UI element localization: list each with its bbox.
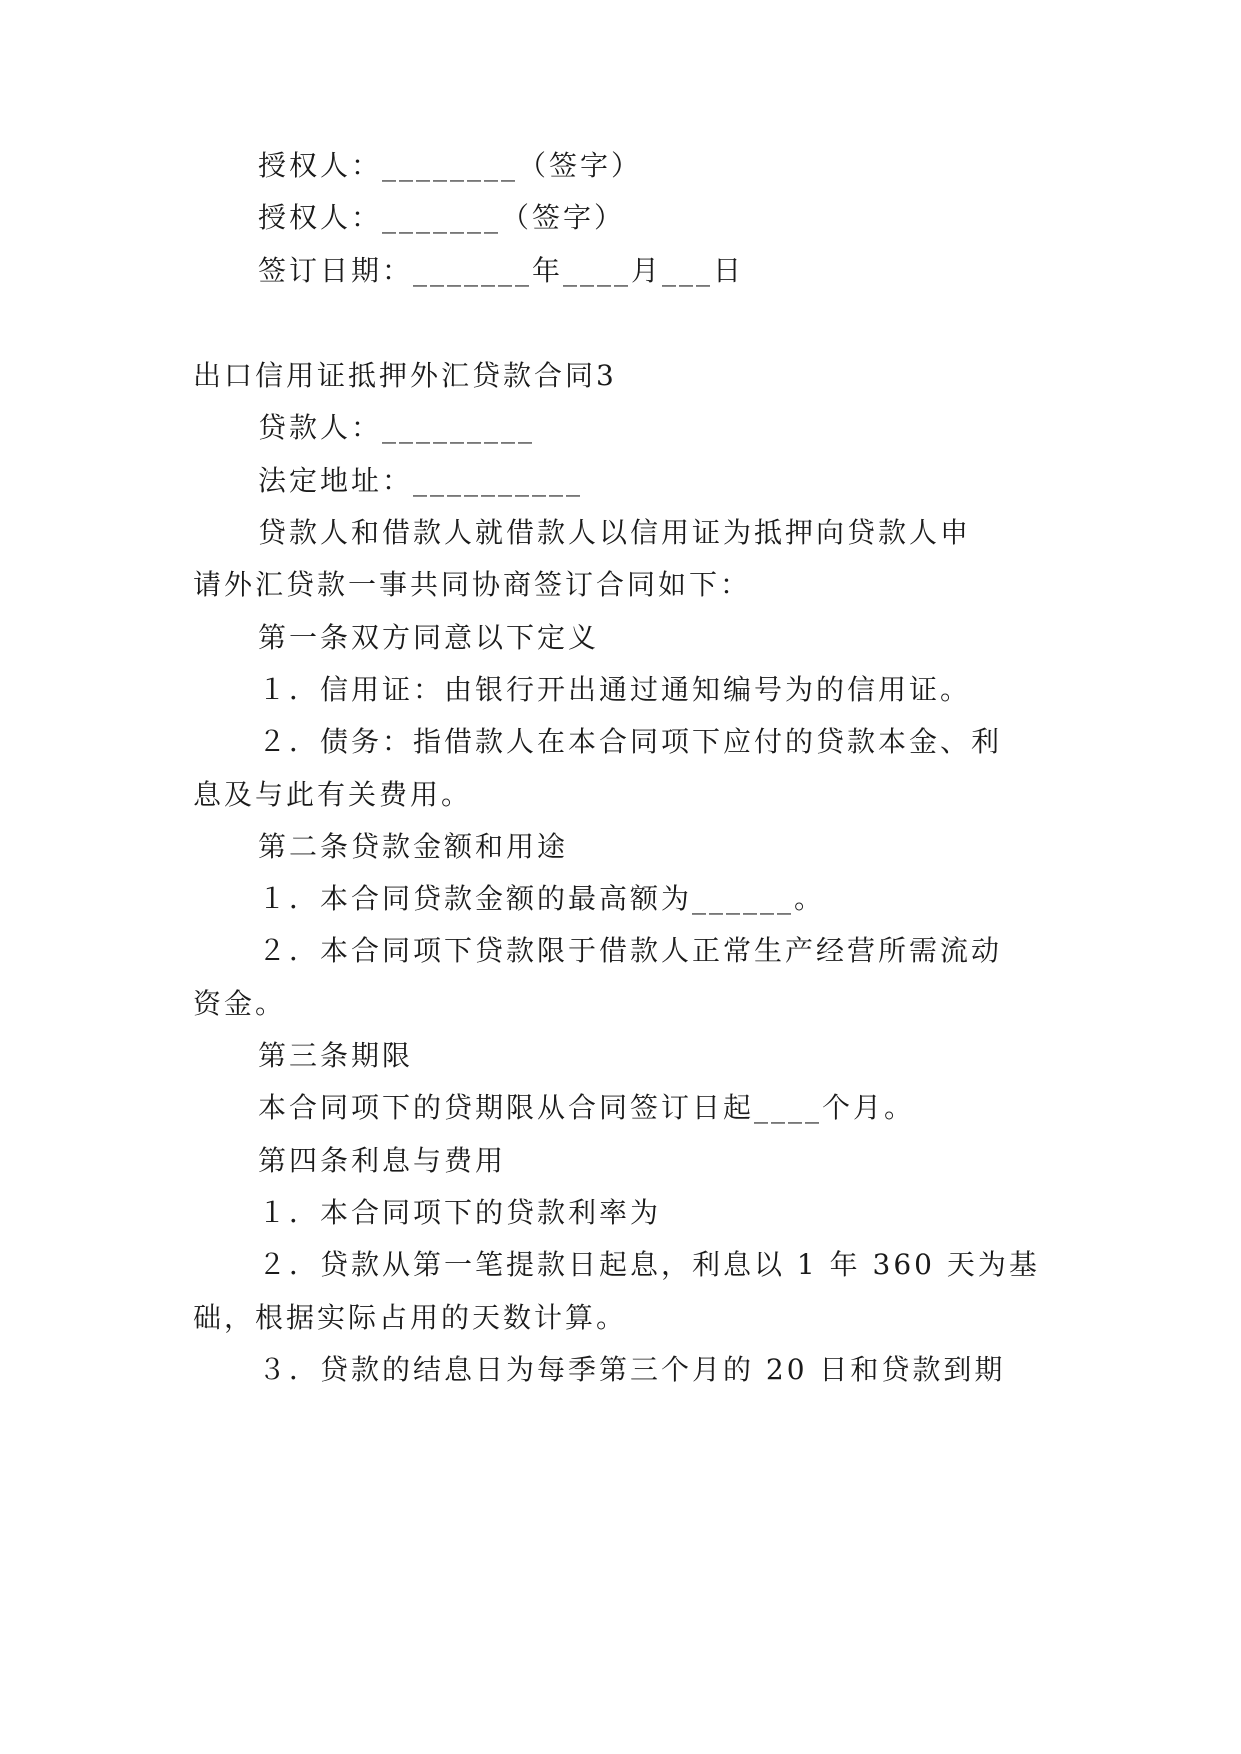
article-1-clause-2-line-2: 息及与此有关费用。 <box>193 778 473 811</box>
article-1-clause-1: １．信用证：由银行开出通过通知编号为的信用证。 <box>258 673 972 706</box>
address-line: 法定地址：__________ <box>258 464 584 497</box>
article-2-clause-2-line-2: 资金。 <box>193 987 287 1020</box>
signature-line-date: 签订日期：_______年____月___日 <box>258 254 745 287</box>
article-2-clause-1: １．本合同贷款金额的最高额为______。 <box>258 882 826 915</box>
lender-line: 贷款人：_________ <box>258 411 536 444</box>
article-2-clause-2-line-1: ２．本合同项下贷款限于借款人正常生产经营所需流动 <box>258 934 1003 967</box>
article-4-heading: 第四条利息与费用 <box>258 1144 507 1177</box>
signature-line-authorizer-1: 授权人：________（签字） <box>258 149 643 182</box>
article-3-clause-1: 本合同项下的贷期限从合同签订日起____个月。 <box>258 1091 916 1124</box>
article-4-clause-2-line-1: ２．贷款从第一笔提款日起息，利息以 1 年 360 天为基 <box>258 1248 1040 1281</box>
article-4-clause-2-line-2: 础，根据实际占用的天数计算。 <box>193 1301 628 1334</box>
article-4-clause-1: １．本合同项下的贷款利率为 <box>258 1196 662 1229</box>
article-1-heading: 第一条双方同意以下定义 <box>258 621 600 654</box>
signature-line-authorizer-2: 授权人：_______（签字） <box>258 201 626 234</box>
article-3-heading: 第三条期限 <box>258 1039 414 1072</box>
article-4-clause-3-line-1: ３．贷款的结息日为每季第三个月的 20 日和贷款到期 <box>258 1353 1006 1386</box>
article-2-heading: 第二条贷款金额和用途 <box>258 830 569 863</box>
intro-paragraph-line-2: 请外汇贷款一事共同协商签订合同如下： <box>193 568 752 601</box>
article-1-clause-2-line-1: ２．债务：指借款人在本合同项下应付的贷款本金、利 <box>258 725 1003 758</box>
intro-paragraph-line-1: 贷款人和借款人就借款人以信用证为抵押向贷款人申 <box>258 516 972 549</box>
contract-title: 出口信用证抵押外汇贷款合同3 <box>193 359 617 392</box>
